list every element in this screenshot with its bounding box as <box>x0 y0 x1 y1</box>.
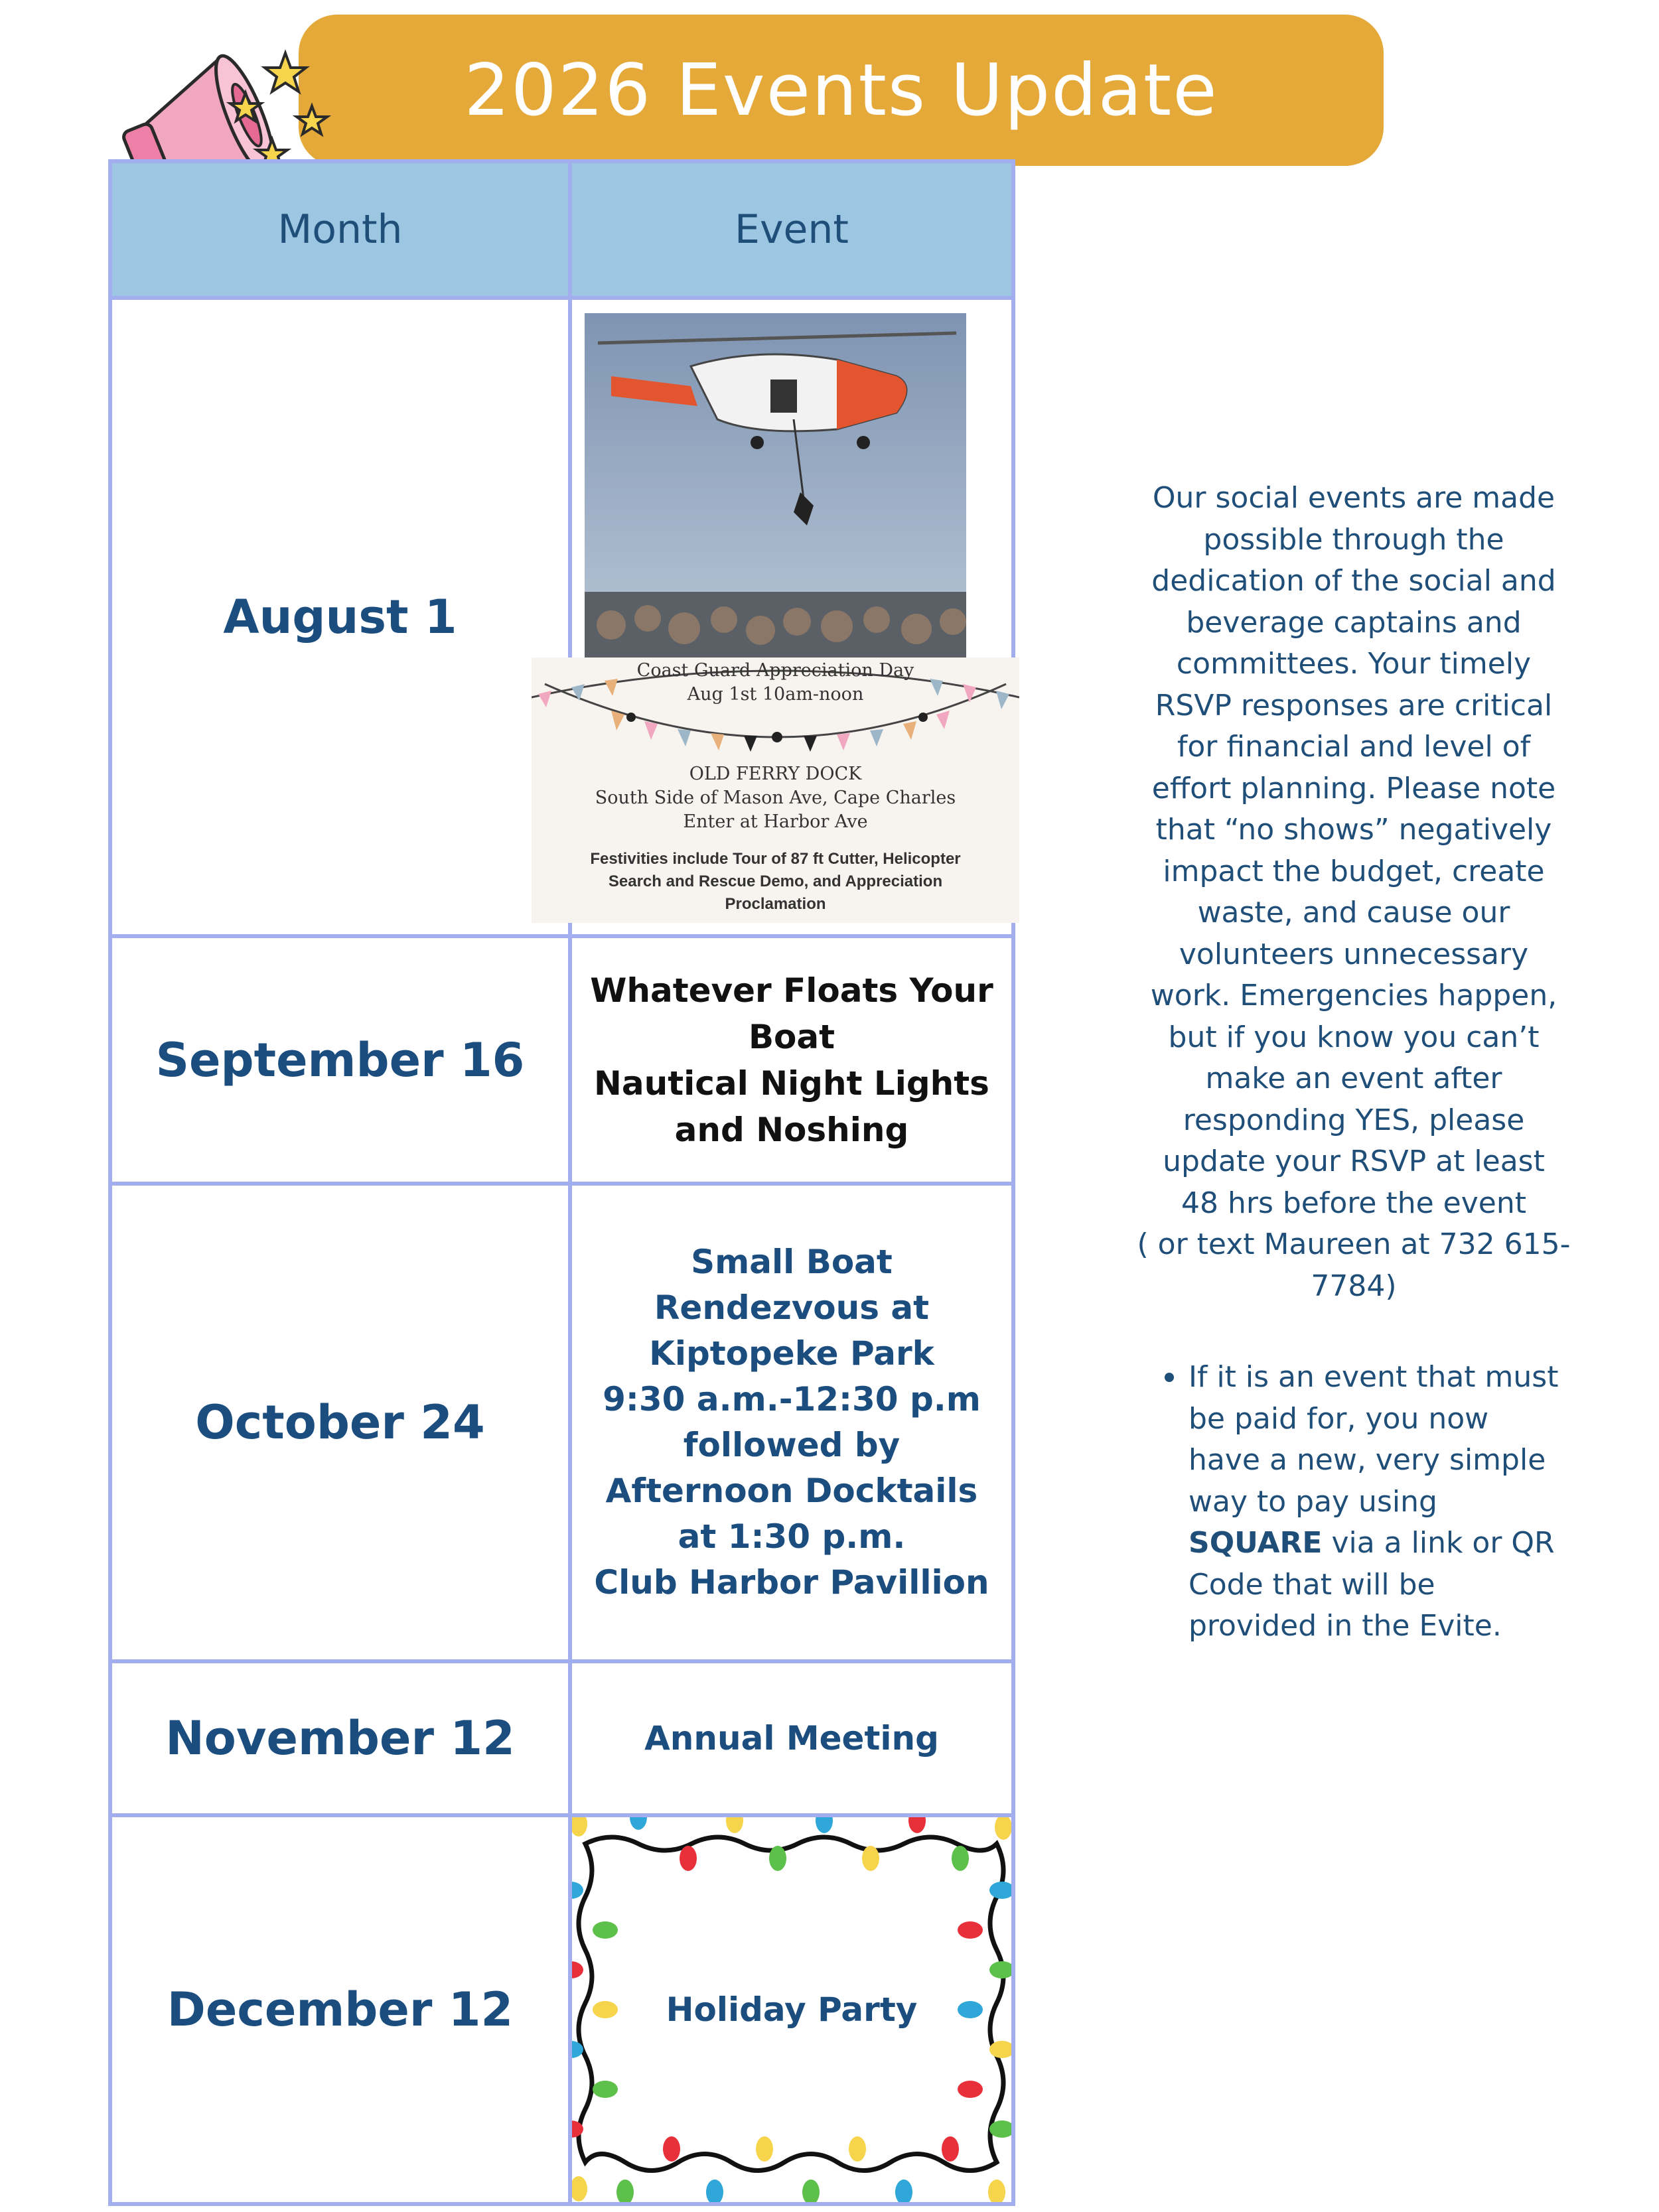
event-line: Nautical Night Lights <box>594 1064 989 1103</box>
bullet-line: have a new, very simple <box>1189 1443 1546 1477</box>
title-banner <box>299 15 1384 166</box>
event-line: Afternoon Docktails <box>605 1472 978 1510</box>
month-label: September 16 <box>155 1032 525 1087</box>
flyer-details: Proclamation <box>725 895 826 913</box>
note-line: Our social events are made <box>1152 481 1555 515</box>
note-line: update your RSVP at least <box>1163 1144 1545 1178</box>
event-line: followed by <box>683 1426 901 1464</box>
event-line: Boat <box>748 1017 835 1056</box>
table-row-october <box>112 1186 568 1659</box>
table-row-september <box>112 938 568 1182</box>
table-row-november <box>112 1663 568 1813</box>
flyer-card <box>532 657 1019 923</box>
bullet-line: If it is an event that must <box>1189 1360 1559 1394</box>
event-cell-december <box>572 1817 1011 2202</box>
event-cell-october <box>572 1186 1011 1659</box>
table-row-december <box>112 1817 568 2202</box>
table-row-august <box>112 300 568 934</box>
event-line: at 1:30 p.m. <box>678 1517 906 1556</box>
event-label: Holiday Party <box>666 1990 918 2029</box>
events-table <box>108 159 1015 2206</box>
flyer-title: Coast Guard Appreciation Day <box>636 660 914 681</box>
flyer-location: OLD FERRY DOCK <box>689 764 862 784</box>
event-line: Small Boat <box>691 1243 893 1281</box>
note-line: but if you know you can’t <box>1168 1020 1540 1054</box>
month-label: October 24 <box>195 1395 485 1450</box>
event-line: Rendezvous at <box>654 1288 930 1327</box>
note-line: 7784) <box>1311 1269 1397 1303</box>
header-event <box>572 163 1011 296</box>
note-line: work. Emergencies happen, <box>1150 979 1557 1012</box>
note-line: volunteers unnecessary <box>1179 937 1529 971</box>
bullet-line: provided in the Evite. <box>1189 1609 1502 1643</box>
event-line: Club Harbor Pavillion <box>594 1563 989 1602</box>
event-label: Annual Meeting <box>644 1719 939 1758</box>
bullet-line: be paid for, you now <box>1189 1401 1489 1436</box>
bullet-line: way to pay using <box>1189 1484 1437 1519</box>
note-line: committees. Your timely <box>1176 647 1532 681</box>
flyer-time: Aug 1st 10am-noon <box>687 684 864 705</box>
note-line: impact the budget, create <box>1163 854 1545 888</box>
month-label: November 12 <box>165 1711 515 1765</box>
flyer-details: Search and Rescue Demo, and Appreciation <box>608 872 943 890</box>
note-line: beverage captains and <box>1186 605 1522 640</box>
coast-guard-flyer <box>532 313 1019 924</box>
note-line: possible through the <box>1203 522 1504 557</box>
page-title: 2026 Events Update <box>464 48 1218 132</box>
helicopter-photo <box>585 313 966 658</box>
note-line: make an event after <box>1205 1062 1502 1095</box>
month-label: December 12 <box>167 1982 514 2037</box>
flyer-details: Festivities include Tour of 87 ft Cutter, Helicopter <box>590 850 961 868</box>
rsvp-note <box>1128 478 1579 1307</box>
event-line: and Noshing <box>674 1110 909 1149</box>
note-line: responding YES, please <box>1183 1103 1525 1137</box>
note-line: for financial and level of <box>1177 730 1531 764</box>
note-line: effort planning. Please note <box>1151 771 1556 805</box>
header-month-label: Month <box>277 206 403 253</box>
bullet-icon <box>1165 1373 1174 1382</box>
header-event-label: Event <box>735 206 849 253</box>
event-line: Kiptopeke Park <box>649 1334 934 1373</box>
note-line: waste, and cause our <box>1197 896 1510 930</box>
bullet-line: Code that will be <box>1189 1567 1435 1602</box>
note-line: RSVP responses are critical <box>1155 688 1553 723</box>
note-line: ( or text Maureen at 732 615- <box>1137 1227 1571 1261</box>
bullet-line <box>1189 1523 1596 1564</box>
square-brand: SQUARE <box>1189 1526 1323 1560</box>
note-line: 48 hrs before the event <box>1181 1186 1526 1220</box>
note-line: that “no shows” negatively <box>1155 813 1552 847</box>
event-cell-november <box>572 1663 1011 1813</box>
event-cell-september <box>572 938 1011 1182</box>
header-month <box>112 163 568 296</box>
flyer-address: South Side of Mason Ave, Cape Charles <box>595 788 956 808</box>
note-line: dedication of the social and <box>1151 564 1556 598</box>
payment-bullet <box>1165 1357 1596 1647</box>
bullet-line-rest: via a link or QR <box>1322 1526 1555 1560</box>
flyer-entrance: Enter at Harbor Ave <box>683 811 868 832</box>
event-line: 9:30 a.m.-12:30 p.m <box>603 1380 981 1418</box>
event-line: Whatever Floats Your <box>590 971 993 1010</box>
month-label: August 1 <box>223 590 457 644</box>
